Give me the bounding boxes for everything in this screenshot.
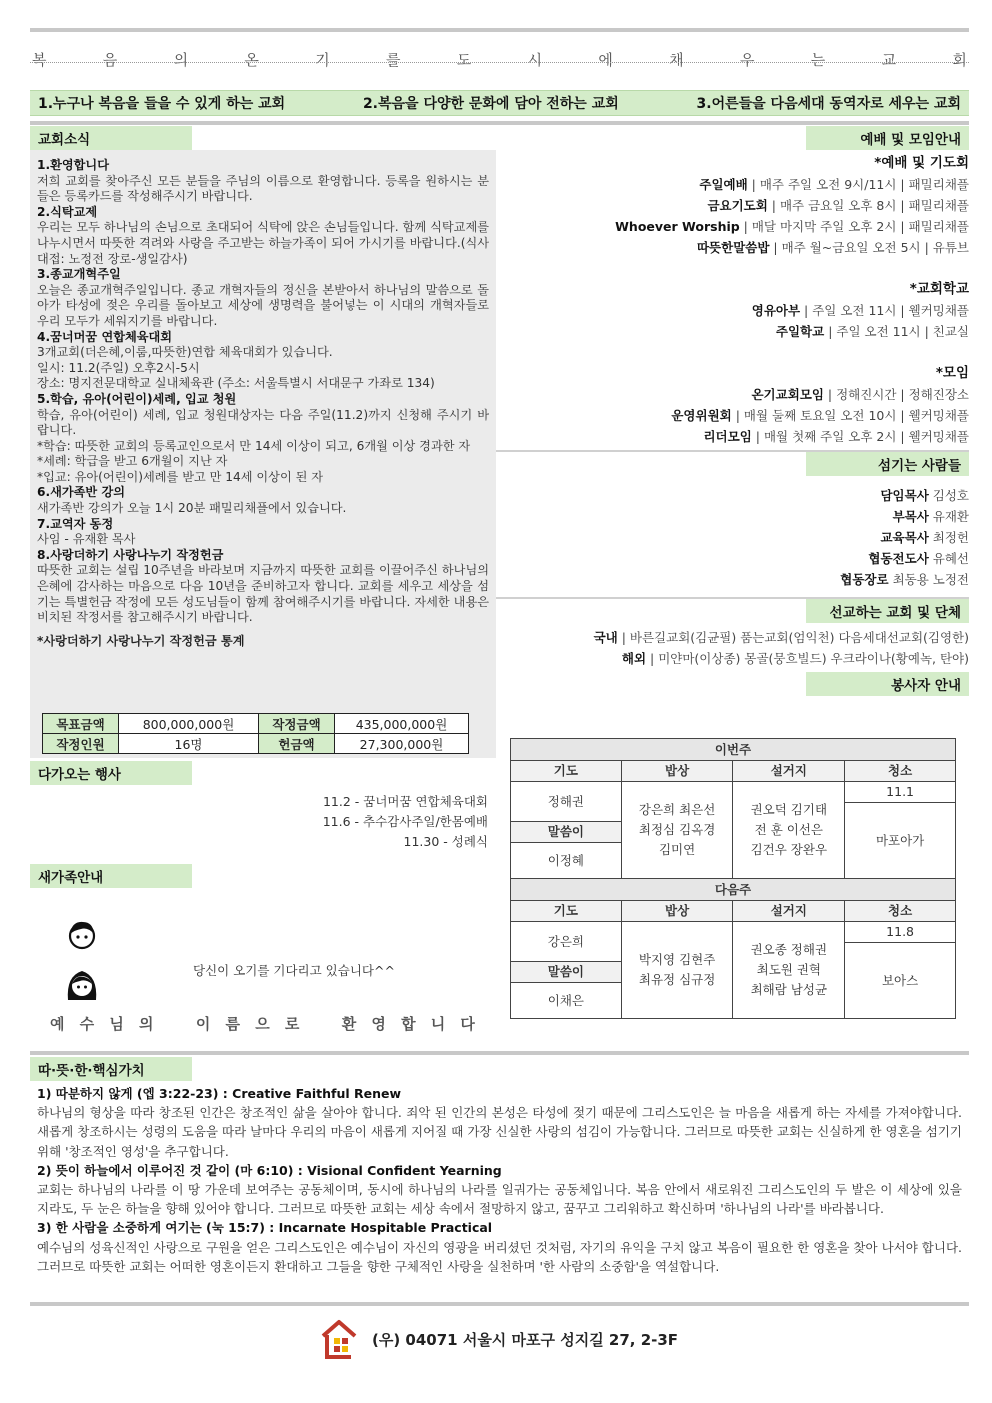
news-item [37,158,489,205]
mission-heading-label: 선교하는 교회 및 단체 [829,605,961,621]
slogan-spacer [169,1013,181,1034]
slogan-char: 환 [341,1015,357,1033]
servants-heading-label: 섬기는 사람들 [878,458,961,474]
servant-name: 유재환 [928,509,969,524]
news-item [37,205,489,267]
pledge-label: 작정금액 [259,714,335,734]
motto-char: 기 [315,50,330,69]
event-item: 11.2 - 꿈너머꿈 연합체육대회 [322,794,488,809]
col-cleaning: 청소 [845,761,956,782]
news-item-text: *학습: 따뜻한 교회의 등록교인으로서 만 14세 이상이 되고, 6개월 이상 경과한 자 [37,438,471,453]
core-value-text: 하나님의 형상을 따라 창조된 인간은 창조적인 삶을 살아야 합니다. 죄악 된 인간의 본성은 타성에 젖기 때문에 그리스도인은 늘 마음을 새롭게 하는 자세를 가져야합니다. 새롭게 창조하시는 성령의 도움을 따라 날마다 우리의 마음이 새롭게 지어질 때 가장 신실한 사랑의 섬김이 가능합니다. 그러므로 따뜻한 교회는 신실하게 한 영혼을 섬기기 위해 '창조적인 영성'을 추구합니다. [37,1105,962,1159]
sermon-person: 이정혜 [511,843,622,879]
news-item-text: 오늘은 종교개혁주일입니다. 종교 개혁자들의 정신을 본받아서 하나님의 말씀으로 돌아가 타성에 젖은 우리를 돌아보고 세상에 생명력을 불어넣는 이 시대의 개혁자들로 우리 모두가 세워지기를 바랍니다. [37,282,489,328]
worship-item-detail: | 매월 첫째 주일 오후 2시 | 웰커밍채플 [751,429,969,444]
events-heading-label: 다가오는 행사 [38,767,121,783]
news-item-text: 일시: 11.2(주일) 오후2시-5시 [37,360,200,375]
news-item-text: 사임 - 유재환 목사 [37,532,136,547]
col-prayer: 기도 [511,901,622,922]
motto-char: 온 [244,50,259,69]
worship-item-name: 리더모임 [703,429,752,444]
servant-item [500,485,969,506]
servants-list [500,485,969,590]
clean-team: 보아스 [845,943,956,1019]
dish-names: 김건우 장완우 [750,842,828,857]
volunteers-heading-label: 봉사자 안내 [891,678,961,694]
meal-team [621,782,733,879]
pledge-value: 435,000,000원 [335,714,469,734]
sermon-label: 말씀이 [511,822,622,843]
motto-dotted-rule [30,62,969,63]
news-item-title: 4.꿈너머꿈 연합체육대회 [37,329,173,344]
event-item: 11.6 - 추수감사주일/한몸예배 [322,814,488,829]
slogan-char: 예 [50,1015,65,1033]
news-item-text: 따뜻한 교회는 설립 10주년을 바라보며 지금까지 따뜻한 교회를 이끌어주신 하나님의 은혜에 감사하는 마음으로 다음 10년을 준비하고자 합니다. 교회를 세우고 세상을 섬기는 특별헌금 작정에 모든 성도님들이 함께 참여해주시기를 바랍니다. 자세한 내용은 비치된 작정서를 참고해주시기 바랍니다. [37,563,489,625]
slogan-char: 니 [430,1015,446,1033]
welcome-heading-label: 새가족안내 [38,870,104,886]
core-value-text: 예수님의 성육신적인 사랑으로 구원을 얻은 그리스도인은 예수님이 자신의 영광을 버리셨던 것처럼, 자기의 유익을 구치 않고 복음이 필요한 한 영혼을 찾아 나서야 합니다. 그러므로 따뜻한 교회는 어떠한 영혼이든지 환대하고 그들을 향한 구체적인 사랑을 실천하며 '한 사람의 소중함'을 역설합니다. [37,1239,962,1274]
worship-group-title: *모임 [935,365,969,381]
worship-heading [806,126,969,150]
slogan-char: 름 [225,1015,241,1033]
girl-face-icon [62,962,102,1006]
slogan-char: 영 [371,1015,386,1033]
news-item-title: 2.식탁교제 [37,204,98,219]
welcome-slogan [50,1013,475,1034]
news-item-title: 7.교역자 동정 [37,516,114,531]
servant-role: 협동전도사 [868,551,929,566]
worship-item-name: 운영위원회 [671,408,732,423]
core-value-title: 2) 뜻이 하늘에서 이루어진 것 같이 (마 6:10) : Visional Confident Yearning [37,1162,502,1178]
volunteers-heading [806,672,969,696]
worship-item [500,426,969,447]
core-heading-label: 따·뜻·한·핵심가치 [38,1063,145,1079]
motto-char: 도 [456,50,472,69]
dish-names: 권오종 정해권 [750,942,828,957]
worship-item-detail: | 매주 월~금요일 오전 5시 | 유튜브 [769,240,969,255]
mission-list [500,627,969,669]
worship-item-name: 금요기도회 [707,198,768,213]
slogan-char: 이 [195,1015,211,1033]
vision-item: 3.어른들을 다음세대 동역자로 세우는 교회 [696,96,961,112]
motto-char: 교 [881,50,897,69]
news-item [37,267,489,329]
meal-team [621,922,733,1019]
col-meal: 밥상 [621,761,733,782]
worship-item [500,195,969,216]
slogan-char: 수 [79,1015,95,1033]
week-banner: 다음주 [511,879,956,901]
week-banner: 이번주 [511,739,956,761]
servant-name: 김성호 [928,488,969,503]
servant-item [500,506,969,527]
worship-item-detail: | 매주 주일 오전 9시/11시 | 패밀리채플 [747,177,969,192]
clean-date: 11.8 [845,922,956,943]
col-meal: 밥상 [621,901,733,922]
spacer [500,258,969,279]
prayer-person: 강은희 [511,922,622,962]
worship-list [500,153,969,447]
mission-item [500,627,969,648]
worship-item-detail: | 매월 둘째 토요일 오전 10시 | 웰커밍채플 [731,408,969,423]
servant-name: 최동용 노정전 [888,572,969,587]
worship-item [500,300,969,321]
servant-role: 담임목사 [880,488,929,503]
motto-char: 를 [385,50,401,69]
welcome-heading [30,864,192,888]
worship-group-title: *예배 및 기도회 [874,155,969,171]
news-item [37,548,489,626]
people-label: 작정인원 [43,734,119,754]
slogan-spacer [315,1013,327,1034]
cash-value: 27,300,000원 [335,734,469,754]
dish-names: 권오덕 김기태 [750,802,828,817]
motto-char: 시 [527,50,543,69]
worship-group-title: *교회학교 [909,281,969,297]
news-item-title: 6.새가족반 강의 [37,485,125,500]
motto-char: 회 [952,50,967,69]
worship-item-detail: | 주일 오전 11시 | 친교실 [824,324,969,339]
worship-item-name: 따뜻한말씀밥 [696,240,770,255]
news-list [37,158,489,649]
news-item-title: 5.학습, 유아(어린이)세례, 입교 청원 [37,391,237,406]
core-values [37,1084,962,1276]
motto-char: 의 [173,50,189,69]
worship-item [500,216,969,237]
mission-partners: | 미얀마(이상종) 몽골(뭉흐빌드) 우크라이나(황예녹, 탄야) [646,651,969,666]
slogan-char: 합 [401,1015,416,1033]
worship-item-name: 영유아부 [751,303,801,318]
sermon-person: 이채은 [511,983,622,1019]
welcome-message: 당신이 오기를 기다리고 있습니다^^ [193,963,395,978]
vision-band [30,90,969,116]
motto-char: 채 [669,50,684,69]
servant-role: 협동장로 [840,572,889,587]
church-motto [30,46,969,72]
sermon-label: 말씀이 [511,962,622,983]
worship-item [500,237,969,258]
news-item-title: 3.종교개혁주일 [37,267,121,282]
news-item-text: 학습, 유아(어린이) 세례, 입교 청원대상자는 다음 주일(11.2)까지 신청해 주시기 바랍니다. [37,407,489,438]
meal-names: 최정심 김옥경 [638,822,716,837]
footer [320,1318,678,1360]
motto-char: 음 [102,50,118,69]
motto-char: 우 [739,50,755,69]
clean-date: 11.1 [845,782,956,803]
volunteers-this-week [510,738,956,1019]
people-value: 16명 [119,734,259,754]
vision-item: 1.누구나 복음을 들을 수 있게 하는 교회 [38,96,286,112]
worship-item [500,405,969,426]
servant-role: 부목사 [892,509,929,524]
meal-names: 강은희 최은선 [638,802,716,817]
slogan-char: 으 [255,1015,270,1033]
mission-partners: | 바른길교회(김균필) 품는교회(엄익천) 다음세대선교회(김영한) [617,630,969,645]
events-heading [30,761,192,785]
pledge-stats-title: *사랑더하기 사랑나누기 작정헌금 통계 [37,633,245,648]
worship-item [500,384,969,405]
top-rule [30,28,969,32]
mission-region: 해외 [621,651,647,666]
spacer [500,342,969,363]
core-value-title: 3) 한 사람을 소중하게 여기는 (눅 15:7) : Incarnate Hospitable Practical [37,1220,493,1236]
news-item-text: 장소: 명지전문대학교 실내체육관 (주소: 서울특별시 서대문구 가좌로 134) [37,376,435,391]
worship-item-name: 온기교회모임 [751,387,824,402]
meal-names: 최유정 심규정 [638,972,716,987]
core-heading [30,1057,192,1081]
news-heading-label: 교회소식 [38,132,91,148]
worship-item [500,174,969,195]
slogan-char: 로 [284,1015,300,1033]
meal-names: 박지영 김현주 [638,952,716,967]
goal-label: 목표금액 [43,714,119,734]
cash-label: 헌금액 [259,734,335,754]
servant-name: 유혜선 [928,551,969,566]
meal-names: 김미연 [658,842,696,857]
col-prayer: 기도 [511,761,622,782]
motto-char: 복 [32,50,47,69]
events-list [260,792,488,852]
servant-item [500,569,969,590]
motto-char: 는 [810,50,826,69]
mission-heading [806,599,969,623]
worship-item [500,321,969,342]
clean-team: 마포아가 [845,803,956,879]
core-value-title: 1) 따분하지 않게 (엡 3:22-23) : Creative Faithful Renew [37,1086,402,1101]
col-dishes: 설거지 [733,761,845,782]
church-house-logo-icon [320,1318,358,1360]
news-item-title: 8.사랑더하기 사랑나누기 작정헌금 [37,547,224,562]
pledge-stats-table [42,713,469,754]
goal-value: 800,000,000원 [119,714,259,734]
footer-address: (우) 04071 서울시 마포구 성지길 27, 2-3F [372,1330,679,1349]
worship-item-name: 주일예배 [699,177,748,192]
news-item-text: 저희 교회를 찾아주신 모든 분들을 주님의 이름으로 환영합니다. 등록을 원하시는 분들은 등록카드를 작성해주시기 바랍니다. [37,173,489,204]
motto-char: 에 [598,50,613,69]
core-value-text: 교회는 하나님의 나라를 이 땅 가운데 보여주는 공동체이며, 동시에 하나님의 나라를 일궈가는 공동체입니다. 복음 안에서 새로워진 그리스도인의 두 발은 이 세상에 있을 지라도, 두 눈은 하늘을 향해 있어야 합니다. 그러므로 따뜻한 교회는 세상 속에서 절망하지 않고, 꿈꾸고 그리워하고 확신하며 '하나님의 나라'를 바라봅니다. [37,1182,962,1217]
dish-names: 최도원 권혁 [756,962,822,977]
news-heading [30,126,192,150]
col-dishes: 설거지 [733,901,845,922]
news-item [37,330,489,392]
news-item [37,517,489,548]
dish-team [733,922,845,1019]
slogan-char: 의 [139,1015,154,1033]
news-item [37,392,489,486]
worship-heading-label: 예배 및 모임안내 [860,132,961,148]
event-item: 11.30 - 성례식 [403,834,488,849]
servant-name: 최정헌 [928,530,969,545]
news-item-text: *입교: 유아(어린이)세례를 받고 만 14세 이상이 된 자 [37,469,324,484]
prayer-person: 정해권 [511,782,622,822]
news-item-text: *세례: 학급을 받고 6개월이 지난 자 [37,454,228,469]
news-item-text: 새가족반 강의가 오늘 1시 20분 패밀리채플에서 있습니다. [37,501,347,516]
worship-item-name: 주일학교 [775,324,825,339]
vision-item: 2.복음을 다양한 문화에 담아 전하는 교회 [362,96,619,112]
col-cleaning: 청소 [845,901,956,922]
mission-region: 국내 [593,630,618,645]
news-item-text: 우리는 모두 하나님의 손님으로 초대되어 식탁에 앉은 손님들입니다. 함께 식탁교제를 나누시면서 따뜻한 격려와 사랑을 주고받는 하늘가족이 되어 가시기를 바랍니다.(식사대접: 노정전 장로-생일감사) [37,220,489,266]
servants-heading [806,452,969,476]
news-item-text: 3개교회(더은혜,이룸,따뜻한)연합 체육대회가 있습니다. [37,345,333,360]
worship-item-detail: | 매달 마지막 주일 오후 2시 | 패밀리채플 [739,219,969,234]
servant-item [500,548,969,569]
bottom-rule [30,1302,969,1306]
worship-item-detail: | 주일 오전 11시 | 웰커밍채플 [800,303,969,318]
news-item [37,485,489,516]
section-rule [30,121,969,125]
dish-names: 최해람 남성균 [750,982,828,997]
boy-face-icon [62,914,102,954]
news-item-title: 1.환영합니다 [37,158,109,172]
servant-role: 교육목사 [880,530,929,545]
core-rule [30,1051,969,1055]
servant-item [500,527,969,548]
worship-item-detail: | 정해진시간 | 정해진장소 [823,387,969,402]
dish-names: 전 훈 이선은 [754,822,823,837]
worship-item-detail: | 매주 금요일 오후 8시 | 패밀리채플 [767,198,969,213]
slogan-char: 님 [109,1015,124,1033]
slogan-char: 다 [460,1015,475,1033]
mission-item [500,648,969,669]
dish-team [733,782,845,879]
worship-item-name: Whoever Worship [615,219,740,234]
